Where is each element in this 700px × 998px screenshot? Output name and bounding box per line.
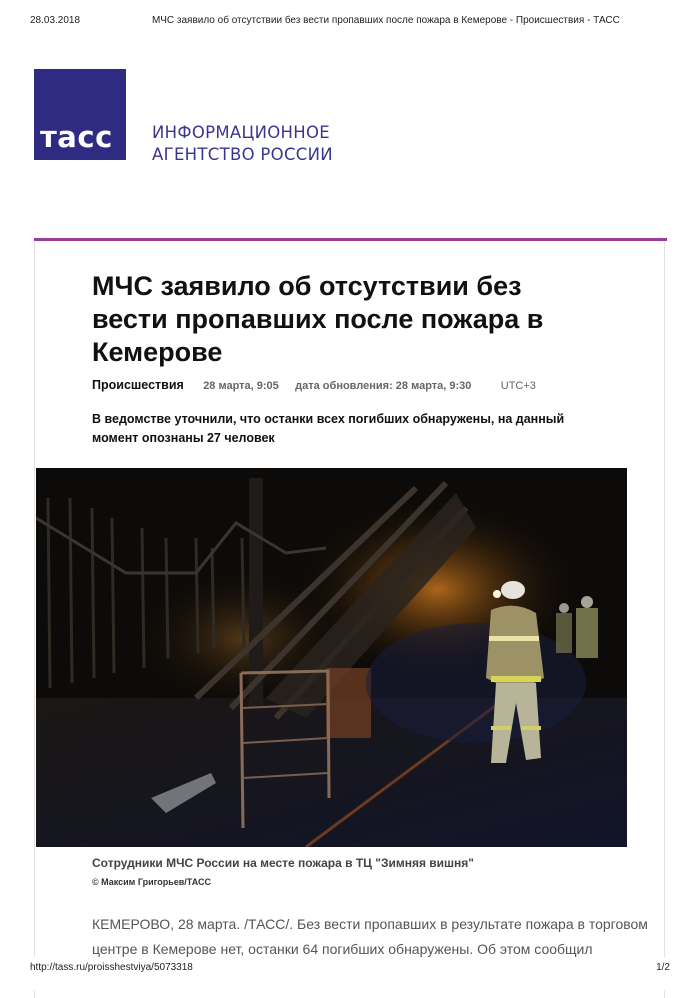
rubric-link[interactable]: Происшествия (92, 378, 184, 392)
photo-caption: Сотрудники МЧС России на месте пожара в ТЦ "Зимняя вишня" (92, 856, 474, 870)
logo-text: тасс (40, 120, 113, 154)
print-document-title: МЧС заявило об отсутствии без вести пропавших после пожара в Кемерове - Происшествия - ТАСС (152, 15, 620, 26)
published-time: 28 марта, 9:05 (203, 380, 279, 392)
article-meta (92, 378, 536, 392)
print-date: 28.03.2018 (30, 15, 81, 26)
updated-time: дата обновления: 28 марта, 9:30 (295, 380, 472, 392)
accent-divider (34, 238, 667, 241)
article-title: МЧС заявило об отсутствии без вести пропавших после пожара в Кемерове (92, 271, 544, 367)
logo-tagline (152, 122, 333, 166)
print-page-number: 1/2 (656, 962, 670, 973)
article-lead: В ведомстве уточнили, что останки всех погибших обнаружены, на данный момент опознаны 27 человек (92, 412, 565, 445)
photo-credit: © Максим Григорьев/ТАСС (92, 877, 212, 887)
tagline-line-1: ИНФОРМАЦИОННОЕ (152, 123, 330, 142)
article-body: КЕМЕРОВО, 28 марта. /ТАСС/. Без вести пропавших в результате пожара в торговом центре в Кемерове нет, останки 64 погибших обнаружены. Об этом сообщил (92, 916, 648, 957)
print-url: http://tass.ru/proisshestviya/5073318 (30, 962, 193, 973)
timezone: UTC+3 (500, 380, 536, 392)
fire-scene-illustration (36, 468, 627, 847)
tass-logo[interactable] (34, 69, 126, 160)
tagline-line-2: АГЕНТСТВО РОССИИ (152, 145, 333, 164)
article-photo[interactable] (36, 468, 627, 847)
